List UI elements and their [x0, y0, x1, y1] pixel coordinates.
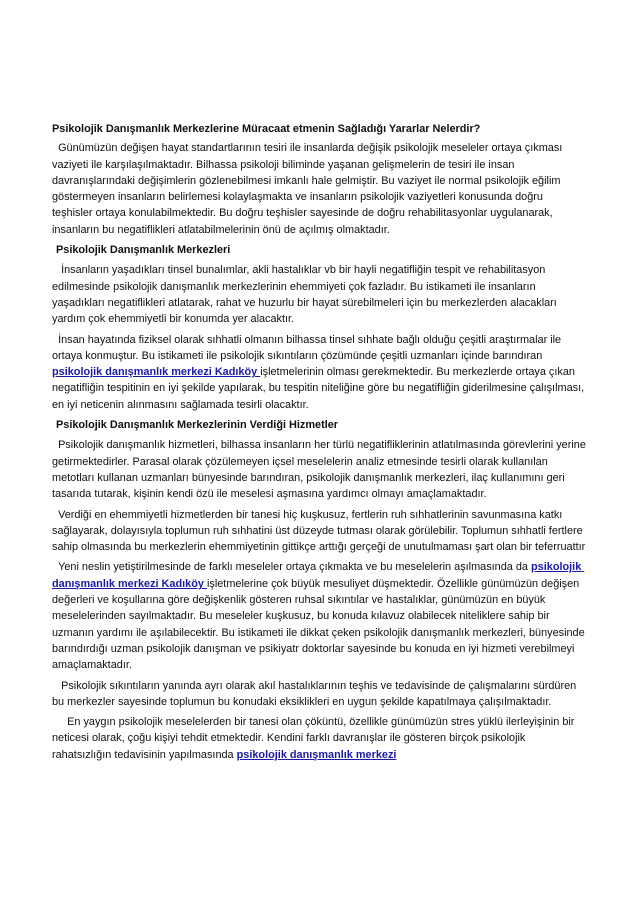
kadikoy-merkez-link[interactable]: psikolojik danışmanlık merkezi Kadıköy — [52, 366, 261, 379]
section1-paragraph-1: İnsanların yaşadıkları tinsel bunalımlar, akli hastalıklar vb bir hayli negatifliğin tespit ve rehabilitasyon edilmesinde psikolojik danışmanlık merkezlerinin ehemmiyeti çok fazladır. Bu istikameti ile insanların yaşadıkları negatiflikleri atlatarak, rahat ve huzurlu bir hayat sürebilmeleri için bu merkezlerden alacakları yardım çok ehemmiyetli bir konumda yer alacaktır. — [52, 264, 560, 326]
section2-paragraph-4: Psikolojik sıkıntıların yanında ayrı olarak akıl hastalıklarının teşhis ve tedavisinde de çalışmalarını sürdüren bu merkezler sayesinde toplumun bu konudaki eksiklikleri en uygun şekilde kapatılmaya çalışılmaktadır. — [52, 679, 580, 708]
section-heading-hizmetler: Psikolojik Danışmanlık Merkezlerinin Verdiği Hizmetler — [56, 419, 339, 432]
section-heading-merkezler: Psikolojik Danışmanlık Merkezleri — [56, 244, 231, 257]
section1-paragraph-2 — [52, 332, 586, 413]
article-body — [52, 121, 589, 767]
section2-paragraph-1: Psikolojik danışmanlık hizmetleri, bilhassa insanların her türlü negatifliklerinin atlatılmasında görevlerini yerine getirmektedirler. Parasal olarak çözülemeyen içsel meselelerin analiz etmesinde tesirli olarak kullanılan metotları kullanan uzmanları bünyesinde barındıran, psikolojik danışmanlık merkezleri, ilaç kullanımını geri tasarıda tutarak, kişinin kendi özü ile meselesi aşmasına yardımcı olmayı amaçlamaktadır. — [52, 439, 589, 501]
danismanlik-merkezi-link[interactable]: psikolojik danışmanlık merkezi — [236, 748, 397, 761]
section2-paragraph-5 — [52, 714, 586, 763]
paragraph-text: En yaygın psikolojik meselelerden bir tanesi olan çöküntü, özellikle günümüzün stres yüklü ilerleyişinin bir neticesi olarak, çoğu kişiyi tehdit etmektedir. Kendini farklı davranışlar ile gösteren birçok psikolojik rahatsızlığın tedavisinin yapılmasında — [52, 716, 578, 761]
paragraph-text: Yeni neslin yetiştirilmesinde de farklı meseleler ortaya çıkmakta ve bu meselelerin aşılmasında da — [52, 561, 532, 574]
article-title: Psikolojik Danışmanlık Merkezlerine Müracaat etmenin Sağladığı Yararlar Nelerdir? — [52, 123, 481, 135]
intro-paragraph: Günümüzün değişen hayat standartlarının tesiri ile insanlarda değişik psikolojik meseleler ortaya çıkması vaziyeti ile karşılaşılmaktadır. Bilhassa psikoloji biliminde yaşanan gelişmelerin de tesiri ile insan davranışlarındaki değişimlerin gözlenebilmesi imkanlı hale gelmiştir. Bu vaziyet ile normal psikolojik eğilim göstermeyen insanların belirlemesi kolaylaşmakta ve insanların psikolojik vaziyetleri konusunda doğru teşhisler ortaya konulabilmektedir. Bu doğru teşhisler sayesinde de doğru rehabilitasyonlar uygulanarak, insanların bu negatiflikleri atlatabilmelerinin önü de açılmış olmaktadır. — [52, 142, 566, 236]
paragraph-text: İnsan hayatında fiziksel olarak sıhhatli olmanın bilhassa tinsel sıhhate bağlı olduğu çeşitli araştırmalar ile ortaya konmuştur. Bu istikameti ile psikolojik sıkıntıların çözümünde çeşitli uzmanları içinde barındıran — [52, 333, 565, 362]
paragraph-text: işletmelerine çok büyük mesuliyet düşmektedir. Özellikle günümüzün değişen değerleri ve koşullarına göre değişkenlik gösteren ruhsal sıkıntılar ve hastalıklar, günümüzün en büyük meselelerinden sayılmaktadır. Bu meseleler kuşkusuz, bu konuda kılavuz olabilecek niteliklere sahip bir uzmanın yardımı ile aşılabilecektir. Bu istikameti ile dikkat çeken psikolojik danışmanlık merkezleri, bünyesinde barındırdığı uzman psikolojik danışman ve psikiyatr doktorlar sayesinde bu konuda en iyi hizmeti verebilmeyi amaçlamaktadır. — [52, 577, 588, 672]
section2-paragraph-3 — [52, 559, 586, 673]
kadikoy-merkez-link[interactable]: psikolojik danışmanlık merkezi Kadıköy — [52, 561, 585, 590]
section2-paragraph-2: Verdiği en ehemmiyetli hizmetlerden bir tanesi hiç kuşkusuz, fertlerin ruh sıhhatlerinin savunmasına katkı sağlayarak, dolayısıyla toplumun ruh sıhhatini üst düzeyde tutması olarak görülebilir. Toplumun sıhhatli fertlere sahip olmasında bu merkezlerin ehemmiyetinin gittikçe arttığı gerçeği de unutulmaması şart olan bir teferruattır — [52, 508, 586, 554]
paragraph-text: işletmelerinin olması gerekmektedir. Bu merkezlerde ortaya çıkan negatifliğin tespitinin en iyi şekilde yapılarak, bu tespitin niteliğine göre bu negatifliğin giderilmesine çalışılması, en iyi neticenin alınmasını sağlamada tesirli olacaktır. — [52, 366, 588, 411]
